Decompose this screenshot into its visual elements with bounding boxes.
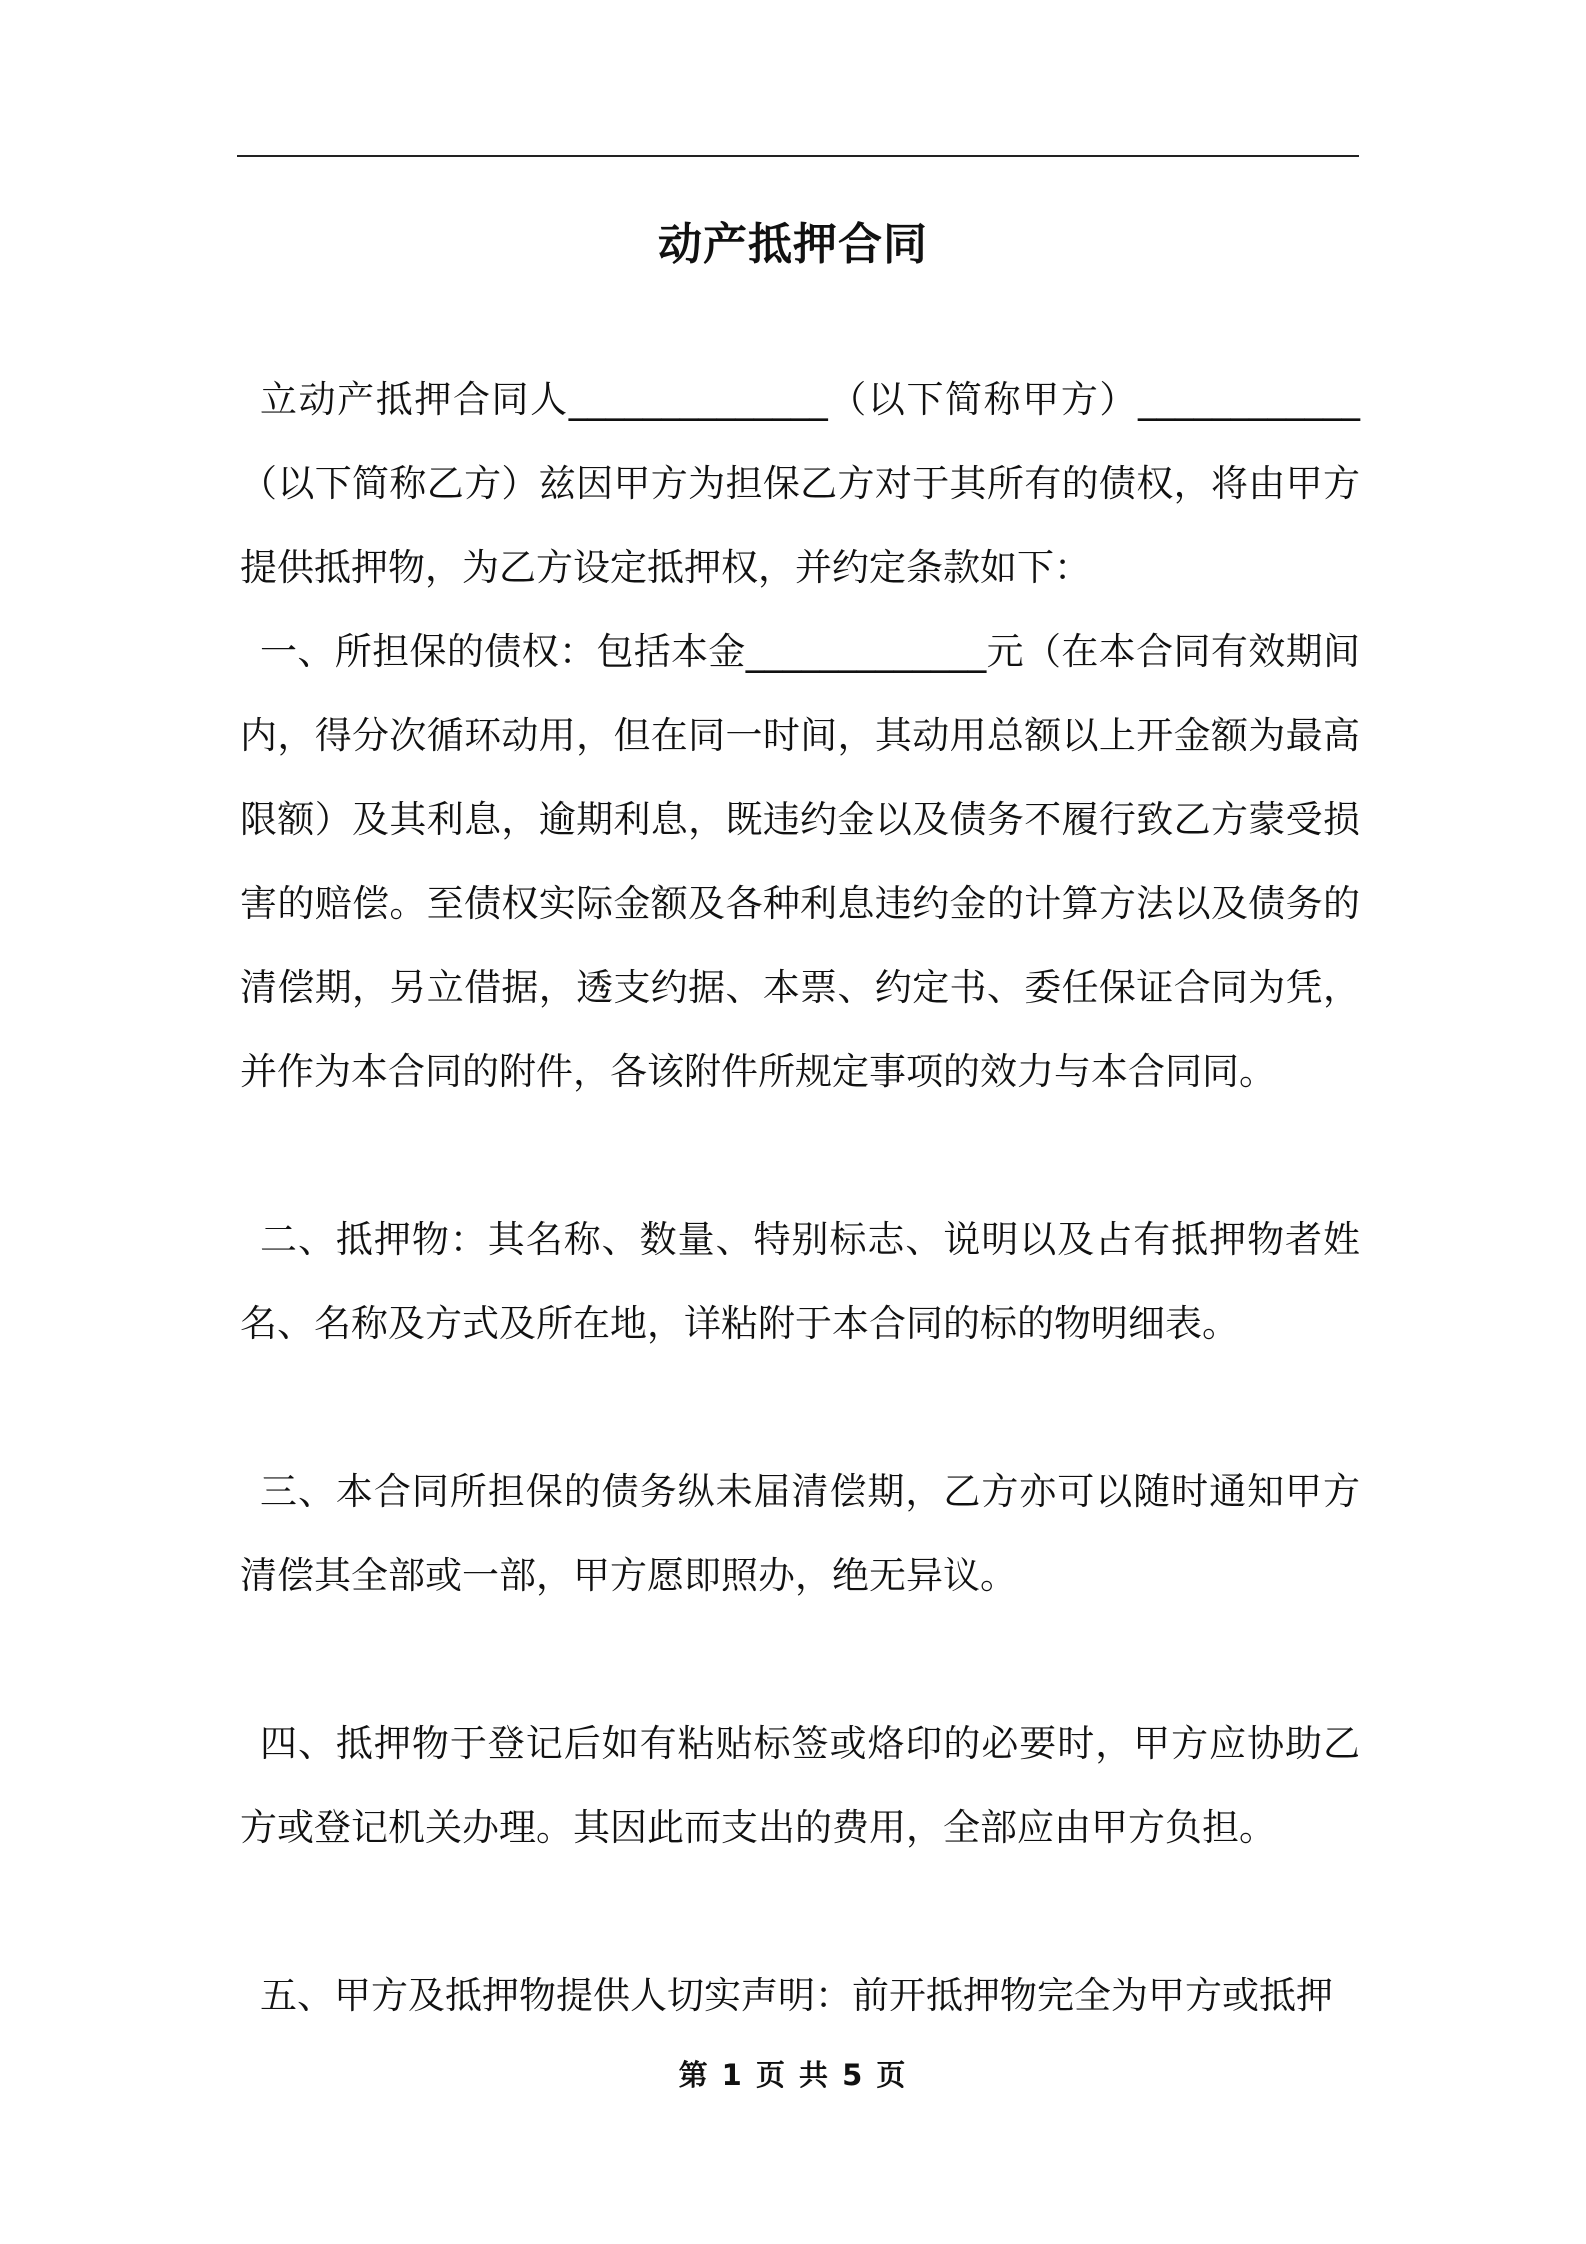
clause-2-paragraph: 二、抵押物：其名称、数量、特别标志、说明以及占有抵押物者姓名、名称及方式及所在地，详粘附于本合同的标的物明细表。 — [240, 1218, 1360, 1345]
paragraph-spacer — [240, 1114, 1360, 1198]
header-rule — [237, 155, 1359, 157]
document-body — [240, 358, 1360, 2038]
clause-3-paragraph: 三、本合同所担保的债务纵未届清偿期，乙方亦可以随时通知甲方清偿其全部或一部，甲方愿即照办，绝无异议。 — [240, 1470, 1360, 1597]
preamble-paragraph: 立动产抵押合同人______________（以下简称甲方）____________（以下简称乙方）兹因甲方为担保乙方对于其所有的债权，将由甲方提供抵押物，为乙方设定抵押权，并约定条款如下： — [240, 378, 1360, 589]
document-title: 动产抵押合同 — [658, 219, 928, 270]
page-number: 第 1 页 共 5 页 — [678, 2058, 908, 2092]
paragraph-spacer — [240, 1366, 1360, 1450]
paragraph-spacer — [240, 1618, 1360, 1702]
paragraph-spacer — [240, 1870, 1360, 1954]
clause-1-paragraph: 一、所担保的债权：包括本金_____________元（在本合同有效期间内，得分次循环动用，但在同一时间，其动用总额以上开金额为最高限额）及其利息，逾期利息，既违约金以及债务不履行致乙方蒙受损害的赔偿。至债权实际金额及各种利息违约金的计算方法以及债务的清偿期，另立借据，透支约据、本票、约定书、委任保证合同为凭，并作为本合同的附件，各该附件所规定事项的效力与本合同同。 — [240, 630, 1360, 1093]
clause-5-paragraph: 五、甲方及抵押物提供人切实声明：前开抵押物完全为甲方或抵押 — [260, 1974, 1333, 2017]
clause-4-paragraph: 四、抵押物于登记后如有粘贴标签或烙印的必要时，甲方应协助乙方或登记机关办理。其因此而支出的费用，全部应由甲方负担。 — [240, 1722, 1360, 1849]
